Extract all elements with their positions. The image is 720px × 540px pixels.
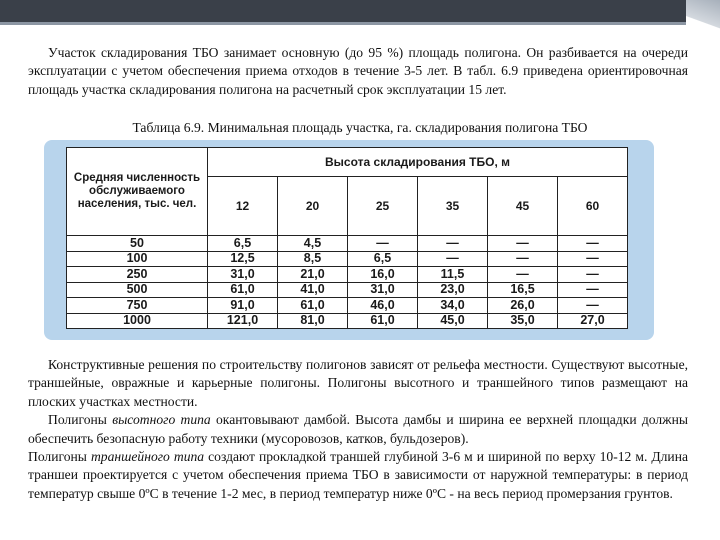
text-run: создают прокладкой траншей глубиной 3-6 м и шириной по верху 10-12 м. Длина траншеи проектируется с учетом обеспечения приема ТБО в зависимости от наружной температуры: в период температур свыше 0ºC в течение 1-2 мес, в период температур ниже 0ºC - на весь период промерзания грунтов. [28,449,688,501]
term-trench-type: траншейного типа [90,449,205,465]
area-cell: — [488,267,558,283]
table-row [67,251,628,267]
text-run: окантовывают дамбой. Высота дамбы и ширина ее верхней площадки должны обеспечить безопасную работу техники (мусоровозов, катков, бульдозеров). [28,412,688,446]
area-cell: 91,0 [208,298,278,314]
area-cell: — [418,251,488,267]
area-cell: 23,0 [418,282,488,298]
area-cell: 46,0 [348,298,418,314]
table-row [67,236,628,252]
area-cell: — [348,236,418,252]
area-cell: — [488,236,558,252]
area-table [66,147,628,329]
population-cell: 1000 [67,313,208,329]
area-cell: — [488,251,558,267]
area-cell: 16,5 [488,282,558,298]
height-header: 45 [488,177,558,236]
body-text [28,356,688,503]
area-cell: 61,0 [348,313,418,329]
area-cell: 4,5 [278,236,348,252]
area-cell: 61,0 [278,298,348,314]
area-cell: 6,5 [348,251,418,267]
slide-top-accent [0,22,720,25]
population-cell: 250 [67,267,208,283]
height-header: 12 [208,177,278,236]
area-cell: 121,0 [208,313,278,329]
area-cell: 61,0 [208,282,278,298]
area-cell: — [558,267,628,283]
area-cell: 81,0 [278,313,348,329]
area-cell: 31,0 [348,282,418,298]
population-cell: 500 [67,282,208,298]
text-run: Полигоны [48,412,113,428]
area-cell: — [558,251,628,267]
area-cell: — [418,236,488,252]
text-run: Полигоны [28,449,91,465]
population-header: Средняя численность обслуживаемого населения, тыс. чел. [67,148,208,236]
page-corner-fold [686,0,720,50]
paragraph-types: Конструктивные решения по строительству полигонов зависят от рельефа местности. Существуют высотные, траншейные, овражные и карьерные полигоны. Полигоны высотного и траншейного типов размещают на плоских участках местности. [28,357,688,409]
slide-top-bar [0,0,720,22]
population-cell: 50 [67,236,208,252]
height-header: 25 [348,177,418,236]
intro-text: Участок складирования ТБО занимает основную (до 95 %) площадь полигона. Он разбивается на очереди эксплуатации с учетом обеспечения приема отходов в течение 3-5 лет. В табл. 6.9 приведена ориентировочная площадь участка складирования полигона на расчетный срок эксплуатации 15 лет. [28,45,688,97]
table-row [67,313,628,329]
table-row [67,282,628,298]
height-header: 60 [558,177,628,236]
area-cell: 41,0 [278,282,348,298]
area-cell: 31,0 [208,267,278,283]
area-cell: 21,0 [278,267,348,283]
area-cell: 8,5 [278,251,348,267]
area-cell: 34,0 [418,298,488,314]
area-cell: — [558,236,628,252]
table-row [67,267,628,283]
area-cell: 26,0 [488,298,558,314]
intro-paragraph [28,44,688,99]
area-cell: 12,5 [208,251,278,267]
population-cell: 750 [67,298,208,314]
population-cell: 100 [67,251,208,267]
area-cell: 11,5 [418,267,488,283]
area-cell: — [558,298,628,314]
area-cell: 35,0 [488,313,558,329]
area-cell: 6,5 [208,236,278,252]
term-high-type: высотного типа [112,412,211,428]
area-cell: 16,0 [348,267,418,283]
area-cell: — [558,282,628,298]
area-cell: 27,0 [558,313,628,329]
area-cell: 45,0 [418,313,488,329]
table-row [67,298,628,314]
paragraph-high-type [28,411,688,448]
paragraph-trench-type [28,448,688,503]
table-caption: Таблица 6.9. Минимальная площадь участка, га. складирования полигона ТБО [132,120,588,135]
height-group-header: Высота складирования ТБО, м [208,148,628,177]
height-header: 35 [418,177,488,236]
height-header: 20 [278,177,348,236]
